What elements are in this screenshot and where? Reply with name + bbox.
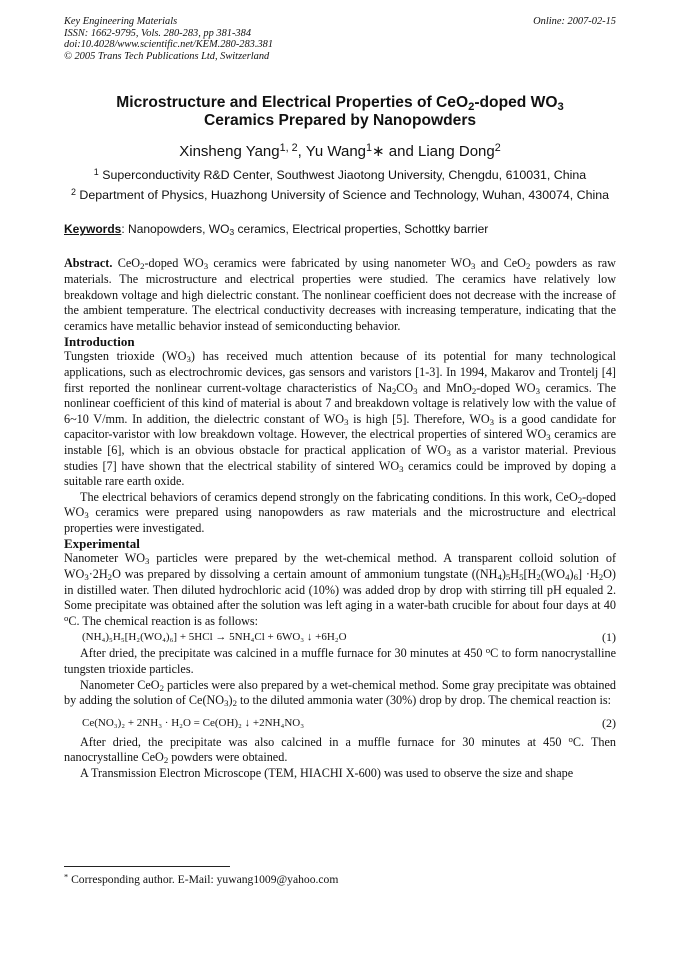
title-subscript: 2: [468, 101, 475, 114]
body-text: CO: [396, 380, 414, 395]
body-text: O was prepared by dissolving a certain amount of ammonium tungstate ((NH: [112, 567, 498, 582]
body-text: powders were obtained.: [168, 750, 288, 765]
body-text: (WO: [540, 567, 566, 582]
affiliation-2: [56, 188, 624, 202]
journal-name: Key Engineering Materials: [64, 16, 178, 27]
corresponding-author-mark: ∗: [372, 143, 385, 161]
body-text: After dried, the precipitate was also calcined in a muffle furnace for 30 minutes at 450: [80, 734, 569, 749]
subscript: 3: [446, 448, 451, 459]
equation-2-number: (2): [602, 715, 616, 730]
experimental-paragraph-2: [64, 646, 616, 677]
body-text: [H: [523, 567, 537, 582]
body-text: A Transmission Electron Microscope (TEM, HIACHI X-600) was used to observe the size and shape: [80, 766, 574, 780]
body-text: C to form nanocrystalline tungsten trioxide particles.: [64, 646, 616, 677]
subscript: 2: [577, 494, 583, 505]
subscript: 3: [84, 510, 89, 521]
degree-mark: o: [64, 612, 69, 623]
title-text: -doped WO: [474, 94, 558, 112]
experimental-heading: Experimental: [64, 536, 140, 552]
abstract-text: ceramics were fabricated by using nanometer WO: [208, 256, 472, 271]
degree-mark: o: [485, 645, 491, 656]
footnote: [64, 873, 338, 887]
abstract-label: Abstract.: [64, 256, 113, 271]
subscript: 3: [186, 354, 191, 365]
abstract-paragraph: [64, 256, 616, 334]
body-text: C. The chemical reaction is as follows:: [68, 613, 259, 628]
footnote-mark: *: [64, 872, 69, 882]
body-text: -doped WO: [64, 489, 616, 520]
body-text: ): [569, 567, 574, 582]
paper-title: [64, 94, 616, 130]
subscript: 3: [471, 261, 476, 272]
subscript: 2: [159, 682, 164, 693]
author-name: , Yu Wang: [297, 143, 367, 161]
abstract-text: and CeO: [475, 256, 526, 271]
journal-header: [64, 16, 616, 62]
author-name: and Liang Dong: [384, 143, 495, 161]
body-text: O) in distilled water. Then diluted hydrochloric acid (10%) was added drop by drop with stirring till pH equaled 2. Some precipitate was obtained after the solution was left aging in a water-bath crucible for about four days at 40: [64, 567, 616, 613]
footnote-text: Corresponding author. E-Mail: yuwang1009@yahoo.com: [68, 873, 339, 886]
affiliation-number: 1: [93, 167, 99, 178]
body-text: C. Then nanocrystalline CeO: [64, 734, 616, 765]
abstract-text: powders as raw materials. The microstructure and electrical properties were studied. The ceramics have relatively low breakdown voltage and high dielectric constant. The nonlinear coefficient does not decrease with the increase of the ambient temperature. The electrical conductivity decreases with increasing temperature, indicating that the ceramics have metallic behavior instead of semiconducting behavior.: [64, 256, 616, 333]
body-text: ) has received much attention because of its potential for many technological applications, such as electrochromic devices, gas sensors and varistors [1-3]. In 1994, Makarov and Trontelj [4] first reported the nonlinear current-voltage characteristics of Na: [64, 349, 616, 395]
keywords-text: ceramics, Electrical properties, Schottky barrier: [234, 222, 489, 237]
body-text: is high [5]. Therefore, WO: [348, 411, 490, 426]
subscript: 6: [573, 572, 578, 583]
subscript: 5: [519, 572, 524, 583]
keywords-subscript: 3: [229, 227, 235, 238]
subscript: 3: [224, 698, 229, 709]
body-text: Tungsten trioxide (WO: [64, 349, 187, 364]
body-text: ceramics were prepared using nanopowders as raw materials and the microstructure and electrical properties were investigated.: [64, 505, 616, 535]
experimental-paragraph-3: [64, 678, 616, 709]
subscript: 2: [598, 572, 604, 583]
body-text: H: [510, 567, 520, 582]
body-text: ): [228, 693, 233, 708]
equation-1: [64, 629, 616, 646]
body-text: and MnO: [417, 380, 472, 395]
subscript: 2: [107, 572, 113, 583]
subscript: 2: [391, 385, 397, 396]
subscript: 4: [565, 572, 570, 583]
subscript: 2: [536, 572, 541, 583]
keywords-colon: :: [121, 222, 125, 237]
title-line-1: [64, 94, 616, 112]
title-text: Microstructure and Electrical Properties of CeO: [116, 94, 469, 112]
body-text: Nanometer CeO: [80, 677, 160, 692]
affiliation-text: Superconductivity R&D Center, Southwest Jiaotong University, Chengdu, 610031, China: [98, 168, 587, 183]
introduction-paragraph-2: [64, 490, 616, 537]
keywords-label: Keywords: [64, 222, 122, 237]
affiliation-1: [64, 168, 616, 182]
subscript: 3: [546, 432, 551, 443]
subscript: 3: [399, 463, 404, 474]
body-text: particles were also prepared by a wet-chemical method. Some gray precipitate was obtained by adding the solution of Ce(NO: [64, 677, 616, 708]
body-text: After dried, the precipitate was calcined in a muffle furnace for 30 minutes at 450: [80, 646, 486, 661]
subscript: 3: [489, 416, 495, 427]
keywords-text: Nanopowders, WO: [124, 222, 230, 237]
body-text: is a good candidate for capacitor-varistor with low breakdown voltage. However, the electrical properties of sintered WO: [64, 411, 616, 442]
author-name: Xinsheng Yang: [179, 143, 280, 161]
paper-page: [64, 16, 616, 782]
body-text: ] ·H: [577, 567, 599, 582]
keywords-line: [64, 222, 616, 236]
body-text: ): [501, 567, 506, 582]
equation-1-number: (1): [602, 630, 616, 645]
subscript: 3: [535, 385, 540, 396]
introduction-paragraph-1: [64, 349, 616, 489]
body-text: ceramics are instable [6], which is an obvious obstacle for practical application of WO: [64, 427, 616, 457]
body-text: ceramics could be improved by doping a suitable rare earth oxide.: [64, 458, 616, 489]
subscript: 3: [344, 416, 349, 427]
doi-line: doi:10.4028/www.scientific.net/KEM.280-283.381: [64, 39, 274, 51]
subscript: 2: [232, 698, 237, 709]
body-text: -doped WO: [476, 380, 536, 395]
abstract: [64, 256, 616, 334]
subscript: 3: [203, 261, 209, 272]
title-line-2: Ceramics Prepared by Nanopowders: [203, 112, 477, 130]
issn-line: ISSN: 1662-9795, Vols. 280-283, pp 381-384: [64, 27, 252, 39]
abstract-text: CeO: [112, 256, 141, 271]
author-list: [64, 143, 616, 161]
subscript: 2: [140, 261, 145, 272]
footnote-divider: [64, 866, 230, 867]
title-subscript: 3: [557, 101, 564, 114]
subscript: 2: [525, 261, 531, 272]
author-affiliation-mark: 1: [366, 142, 373, 155]
introduction-heading: Introduction: [64, 334, 135, 350]
equation-1-text: (NH₄)₅H₅[H₂(WO₄)₆] + 5HCl → 5NH₄Cl + 6WO₃ ↓ +6H₂O: [82, 631, 347, 644]
experimental-paragraph-5: [64, 766, 616, 782]
body-text: to the diluted ammonia water (30%) drop by drop. The chemical reaction is:: [236, 693, 612, 708]
subscript: 3: [413, 385, 418, 396]
body-text: ceramics. The nonlinear coefficient of this kind of material is about 7 and breakdown voltage is relatively low with the value of 6~10 V/mm. In addition, the dielectric constant of WO: [64, 380, 616, 426]
experimental-paragraph-4: [64, 735, 616, 766]
subscript: 3: [145, 556, 150, 567]
author-affiliation-mark: 1, 2: [279, 142, 298, 155]
affiliation-number: 2: [70, 187, 76, 198]
equation-2-text: Ce(NO₃)₂ + 2NH₃ · H₂O = Ce(OH)₂ ↓ +2NH₄NO₃: [82, 716, 305, 729]
body-text: Nanometer WO: [64, 551, 146, 566]
subscript: 3: [84, 572, 89, 583]
abstract-text: -doped WO: [144, 256, 204, 271]
subscript: 2: [471, 385, 477, 396]
degree-mark: o: [568, 733, 573, 744]
body-text: as a varistor material. Previous studies [7] have shown that the electrical stability of sintered WO: [64, 442, 617, 473]
subscript: 2: [163, 755, 169, 766]
body-text: particles were prepared by the wet-chemical method. A transparent colloid solution of WO: [64, 551, 616, 582]
online-date: Online: 2007-02-15: [533, 16, 616, 27]
subscript: 5: [505, 572, 511, 583]
copyright-line: © 2005 Trans Tech Publications Ltd, Switzerland: [64, 50, 270, 62]
body-text: ·2H: [88, 567, 108, 582]
author-affiliation-mark: 2: [494, 142, 501, 155]
affiliation-text: Department of Physics, Huazhong University of Science and Technology, Wuhan, 430074, China: [75, 188, 610, 203]
body-text: The electrical behaviors of ceramics depend strongly on the fabricating conditions. In this work, CeO: [80, 489, 578, 504]
subscript: 4: [497, 572, 502, 583]
equation-2: [64, 715, 616, 732]
experimental-paragraph-1: [64, 551, 616, 629]
